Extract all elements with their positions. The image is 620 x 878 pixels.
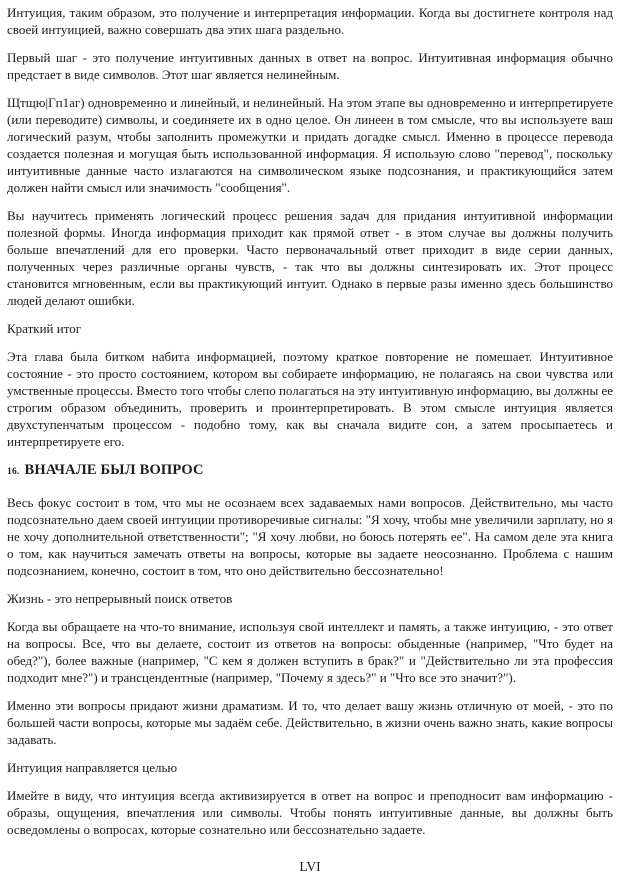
- paragraph: Первый шаг - это получение интуитивных данных в ответ на вопрос. Интуитивная информация обычно предстает в виде символов. Этот шаг является нелинейным.: [7, 50, 613, 82]
- chapter-heading: [7, 461, 613, 482]
- paragraph: Когда вы обращаете на что-то внимание, используя свой интеллект и память, а также интуицию, - это ответ на вопросы. Все, что вы делаете, состоит из ответов на вопросы: обыденные (например, "Что будет на обед?"), более важные (например, "С кем я должен вступить в брак?" и "Действительно ли эта профессия подходит мне?") и трансцендентные (например, "Почему я здесь?" и "Что все это значит?").: [7, 619, 613, 685]
- chapter-title: ВНАЧАЛЕ БЫЛ ВОПРОС: [24, 462, 204, 478]
- paragraph: Интуиция, таким образом, это получение и интерпретация информации. Когда вы достигнете контроля над своей интуицией, важно совершать два этих шага раздельно.: [7, 5, 613, 37]
- page-number: LVI: [299, 859, 321, 874]
- section-subheading: Жизнь - это непрерывный поиск ответов: [7, 591, 233, 606]
- chapter-number: 16.: [7, 467, 20, 477]
- section-subheading: Краткий итог: [7, 321, 82, 336]
- section-subheading: Интуиция направляется целью: [7, 760, 178, 775]
- paragraph: Эта глава была битком набита информацией, поэтому краткое повторение не помешает. Интуитивное состояние - это просто состоянием, котором вы собираете информацию, не полагаясь на свои чувства или умственные процессы. Вместо того чтобы слепо полагаться на эту интуитивную информацию, вы должны ее строгим образом объединить, проверить и проинтерпретировать. В этом смысле интуиция является двухступенчатым процессом - подобно тому, как вы сначала видите сон, а затем просыпаетесь и интерпретируете его.: [7, 349, 613, 449]
- paragraph: Имейте в виду, что интуиция всегда активизируется в ответ на вопрос и преподносит вам информацию - образы, ощущения, впечатления или символы. Чтобы понять интуитивные данные, вы должны быть осведомлены о вопросах, которые сознательно или бессознательно задаете.: [7, 788, 613, 837]
- paragraph: Вы научитесь применять логический процесс решения задач для придания интуитивной информации полезной формы. Иногда информация приходит как прямой ответ - в этом случае вы должны получить больше впечатлений для его проверки. Часто первоначальный ответ приходит в виде серии данных, полученных через различные органы чувств, - так что вы должны синтезировать их. Этот процесс становится мгновенным, если вы практикующий интуит. Однако в первые разы именно здесь большинство людей делают ошибки.: [7, 208, 613, 308]
- paragraph: Щтщю|Гп1аг) одновременно и линейный, и нелинейный. На этом этапе вы одновременно и интерпретируете (или переводите) символы, и соединяете их в одно целое. Он линеен в том смысле, что вы используете ваш логический разум, чтобы заполнить промежутки и придать догадке смысл. Именно в процессе перевода создается полезная и могущая быть использованной информация. Я использую слово "перевод", поскольку интуитивные данные часто излагаются на символическом языке подсознания, и практикующийся затем должен найти смысл или значимость "сообщения".: [7, 95, 613, 195]
- paragraph: Именно эти вопросы придают жизни драматизм. И то, что делает вашу жизнь отличную от моей, - это по большей части вопросы, которые мы задаём себе. Действительно, в жизни очень важно знать, какие вопросы задавать.: [7, 698, 613, 747]
- paragraph: Весь фокус состоит в том, что мы не осознаем всех задаваемых нами вопросов. Действительно, мы часто подсознательно даем своей интуиции противоречивые сигналы: "Я хочу, чтобы мне увеличили зарплату, но я не хочу дополнительной ответственности"; "Я хочу любви, но боюсь потерять ее". На самом деле эта книга о том, как научиться замечать ответы на вопросы, которые вы задаете неосознанно. Проблема с нашим подсознанием, конечно, состоит в том, что оно действительно бессознательно!: [7, 495, 613, 578]
